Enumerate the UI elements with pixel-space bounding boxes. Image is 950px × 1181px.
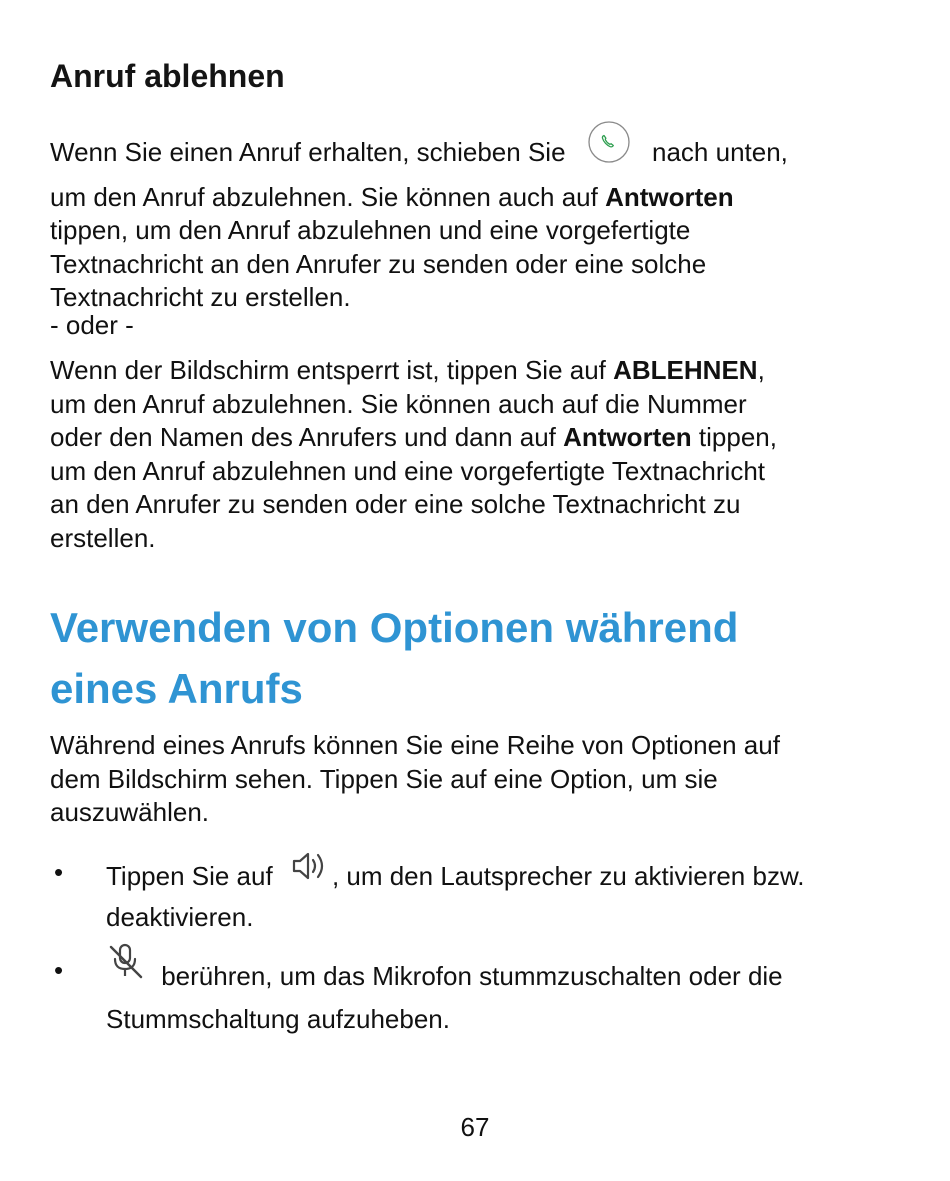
text-line: um den Anruf abzulehnen. Sie können auch auf die Nummer bbox=[50, 388, 747, 419]
phone-answer-icon bbox=[587, 120, 631, 173]
text-line: um den Anruf abzulehnen und eine vorgefertigte Textnachricht bbox=[50, 455, 765, 486]
text-line: Textnachricht zu erstellen. bbox=[50, 282, 351, 312]
paragraph-unlocked-decline bbox=[50, 354, 777, 555]
text-line: erstellen. bbox=[50, 522, 156, 553]
text-line: Textnachricht an den Anrufer zu senden oder eine solche bbox=[50, 248, 707, 279]
text-line: Während eines Anrufs können Sie eine Reihe von Optionen auf bbox=[50, 730, 780, 760]
text-line: oder den Namen des Anrufers und dann auf Antworten tippen, bbox=[50, 422, 777, 452]
speaker-icon bbox=[290, 848, 328, 893]
paragraph-decline-call bbox=[50, 128, 788, 315]
separator-oder: - oder - bbox=[50, 310, 134, 340]
section-heading-optionen: Verwenden von Optionen während eines Anrufs bbox=[50, 604, 739, 712]
text-line: an den Anrufer zu senden oder eine solche Textnachricht zu bbox=[50, 489, 741, 519]
text-line: auszuwählen. bbox=[50, 797, 209, 827]
text-line: dem Bildschirm sehen. Tippen Sie auf eine Option, um sie bbox=[50, 763, 718, 794]
section-heading-anruf-ablehnen: Anruf ablehnen bbox=[50, 58, 285, 94]
bullet: • bbox=[54, 955, 64, 985]
mute-microphone-icon bbox=[106, 942, 148, 991]
text-line: Wenn der Bildschirm entsperrt ist, tippen Sie auf ABLEHNEN, bbox=[50, 355, 765, 385]
paragraph-options-intro bbox=[50, 729, 780, 830]
text-line: Wenn Sie einen Anruf erhalten, schieben Sie nach unten, bbox=[50, 128, 788, 181]
text-line: um den Anruf abzulehnen. Sie können auch auf Antworten bbox=[50, 181, 734, 212]
text-line: tippen, um den Anruf abzulehnen und eine vorgefertigte bbox=[50, 215, 691, 245]
page-number: 67 bbox=[460, 1112, 490, 1142]
bullet: • bbox=[54, 857, 64, 887]
